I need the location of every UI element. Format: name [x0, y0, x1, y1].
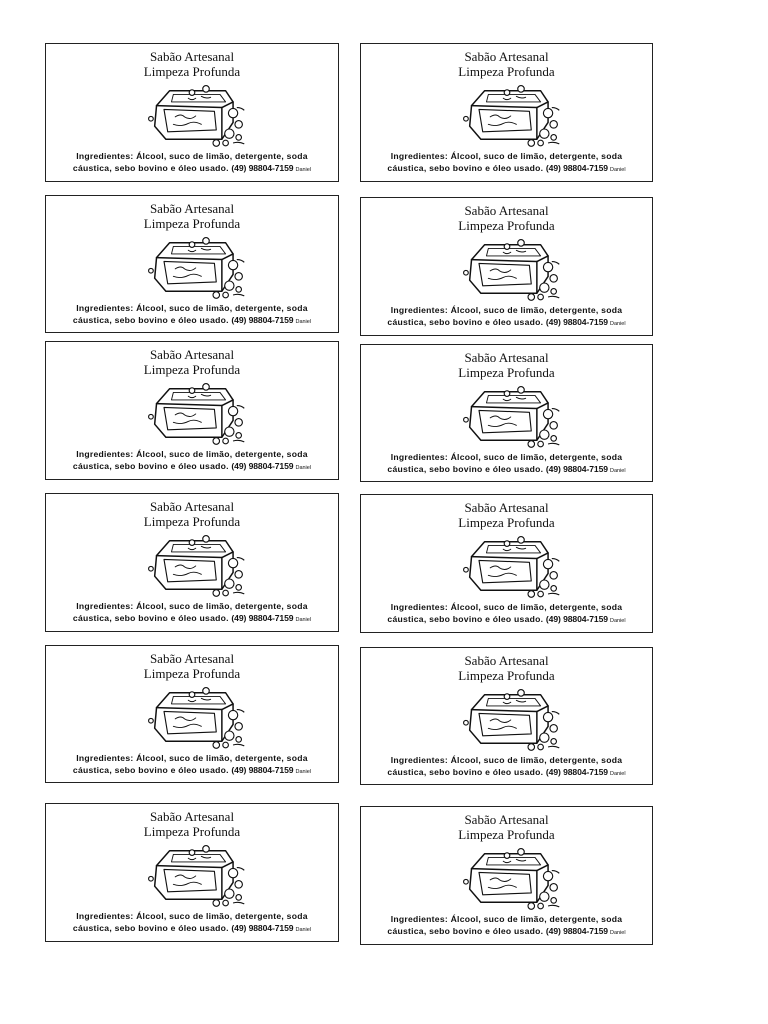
ingredients-line2: [361, 925, 652, 939]
label-title-line1: Sabão Artesanal: [464, 350, 549, 365]
soap-bar-icon: [136, 530, 248, 600]
ingredients-text: [361, 913, 652, 939]
soap-label: [360, 647, 653, 785]
ingredients-line2: [361, 463, 652, 477]
ingredients-text: [361, 451, 652, 477]
maker-signature: Daniel: [609, 321, 626, 327]
ingredients-text: [46, 910, 338, 936]
soap-label: [360, 494, 653, 633]
ingredients-text: [361, 150, 652, 176]
soap-bar-icon: [136, 80, 248, 150]
soap-bar-icon: [451, 381, 563, 451]
phone-number: (49) 98804-7159: [545, 464, 608, 474]
soap-label: [45, 43, 339, 182]
phone-number: (49) 98804-7159: [231, 315, 294, 325]
label-title-line1: Sabão Artesanal: [149, 809, 235, 824]
ingredients-text: [361, 601, 652, 627]
ingredients-line1: Ingredientes: Álcool, suco de limão, detergente, soda: [76, 449, 308, 459]
ingredients-text: [46, 448, 338, 474]
ingredients-line1: Ingredientes: Álcool, suco de limão, detergente, soda: [76, 753, 308, 763]
ingredients-text: [46, 150, 338, 176]
soap-bar-icon: [136, 232, 248, 302]
ingredients-line2-text: cáustica, sebo bovino e óleo usado.: [387, 464, 544, 474]
ingredients-line2: [361, 766, 652, 780]
maker-signature: Daniel: [295, 927, 312, 933]
label-title: [46, 651, 338, 681]
soap-label: [360, 43, 653, 182]
label-title: [46, 347, 338, 377]
soap-label: [45, 341, 339, 480]
soap-bar-icon: [451, 843, 563, 913]
phone-number: (49) 98804-7159: [231, 461, 294, 471]
maker-signature: Daniel: [295, 617, 312, 623]
ingredients-line1: Ingredientes: Álcool, suco de limão, detergente, soda: [390, 452, 623, 462]
label-title-line1: Sabão Artesanal: [149, 651, 235, 666]
label-title-line1: Sabão Artesanal: [149, 499, 235, 514]
label-title-line1: Sabão Artesanal: [464, 203, 549, 218]
ingredients-line2: [46, 764, 338, 778]
label-title-line2: Limpeza Profunda: [143, 216, 241, 231]
phone-number: (49) 98804-7159: [231, 765, 294, 775]
ingredients-line2-text: cáustica, sebo bovino e óleo usado.: [72, 923, 229, 933]
phone-number: (49) 98804-7159: [545, 614, 608, 624]
phone-number: (49) 98804-7159: [231, 613, 294, 623]
phone-number: (49) 98804-7159: [231, 923, 294, 933]
ingredients-line1: Ingredientes: Álcool, suco de limão, detergente, soda: [390, 755, 623, 765]
ingredients-text: [46, 600, 338, 626]
label-title-line2: Limpeza Profunda: [458, 365, 555, 380]
ingredients-line1: Ingredientes: Álcool, suco de limão, detergente, soda: [390, 305, 623, 315]
label-title-line2: Limpeza Profunda: [143, 824, 241, 839]
ingredients-line2: [46, 460, 338, 474]
ingredients-text: [46, 302, 338, 328]
label-title: [46, 201, 338, 231]
soap-label: [360, 197, 653, 336]
soap-label: [360, 344, 653, 482]
label-title-line2: Limpeza Profunda: [143, 362, 241, 377]
ingredients-line1: Ingredientes: Álcool, suco de limão, detergente, soda: [390, 914, 623, 924]
label-title-line2: Limpeza Profunda: [458, 64, 555, 79]
maker-signature: Daniel: [295, 319, 312, 325]
ingredients-line1: Ingredientes: Álcool, suco de limão, detergente, soda: [390, 151, 623, 161]
soap-bar-icon: [451, 234, 563, 304]
ingredients-line2-text: cáustica, sebo bovino e óleo usado.: [387, 163, 544, 173]
soap-bar-icon: [136, 840, 248, 910]
soap-bar-icon: [451, 80, 563, 150]
label-title-line2: Limpeza Profunda: [458, 218, 555, 233]
ingredients-line1: Ingredientes: Álcool, suco de limão, detergente, soda: [390, 602, 623, 612]
ingredients-line2: [361, 162, 652, 176]
label-title: [46, 809, 338, 839]
maker-signature: Daniel: [609, 468, 626, 474]
label-title-line2: Limpeza Profunda: [458, 827, 555, 842]
ingredients-line2-text: cáustica, sebo bovino e óleo usado.: [387, 614, 544, 624]
label-title-line1: Sabão Artesanal: [149, 347, 235, 362]
label-title: [361, 350, 652, 380]
ingredients-line2-text: cáustica, sebo bovino e óleo usado.: [72, 163, 229, 173]
label-title: [46, 49, 338, 79]
ingredients-text: [361, 754, 652, 780]
ingredients-line2-text: cáustica, sebo bovino e óleo usado.: [72, 613, 229, 623]
ingredients-line2: [46, 922, 338, 936]
label-title-line2: Limpeza Profunda: [143, 514, 241, 529]
ingredients-line2-text: cáustica, sebo bovino e óleo usado.: [72, 461, 229, 471]
ingredients-line1: Ingredientes: Álcool, suco de limão, detergente, soda: [76, 911, 308, 921]
ingredients-line2: [361, 316, 652, 330]
ingredients-line2: [46, 314, 338, 328]
maker-signature: Daniel: [295, 465, 312, 471]
label-title-line1: Sabão Artesanal: [464, 812, 549, 827]
label-title-line1: Sabão Artesanal: [464, 49, 549, 64]
ingredients-line1: Ingredientes: Álcool, suco de limão, detergente, soda: [76, 303, 308, 313]
label-title: [361, 812, 652, 842]
label-title-line2: Limpeza Profunda: [458, 668, 555, 683]
maker-signature: Daniel: [295, 167, 312, 173]
label-title: [361, 49, 652, 79]
soap-bar-icon: [136, 378, 248, 448]
label-title-line2: Limpeza Profunda: [143, 64, 241, 79]
soap-bar-icon: [451, 531, 563, 601]
phone-number: (49) 98804-7159: [545, 767, 608, 777]
maker-signature: Daniel: [609, 771, 626, 777]
ingredients-text: [361, 304, 652, 330]
ingredients-line2-text: cáustica, sebo bovino e óleo usado.: [72, 315, 229, 325]
maker-signature: Daniel: [609, 930, 626, 936]
label-title-line1: Sabão Artesanal: [464, 653, 549, 668]
maker-signature: Daniel: [609, 167, 626, 173]
soap-bar-icon: [136, 682, 248, 752]
soap-label: [45, 493, 339, 632]
phone-number: (49) 98804-7159: [545, 163, 608, 173]
label-title: [361, 203, 652, 233]
label-title-line1: Sabão Artesanal: [149, 49, 235, 64]
ingredients-line2-text: cáustica, sebo bovino e óleo usado.: [387, 317, 544, 327]
label-title-line1: Sabão Artesanal: [464, 500, 549, 515]
label-title: [46, 499, 338, 529]
ingredients-line2-text: cáustica, sebo bovino e óleo usado.: [387, 767, 544, 777]
phone-number: (49) 98804-7159: [545, 926, 608, 936]
phone-number: (49) 98804-7159: [231, 163, 294, 173]
ingredients-line1: Ingredientes: Álcool, suco de limão, detergente, soda: [76, 601, 308, 611]
label-title: [361, 500, 652, 530]
ingredients-line2: [46, 612, 338, 626]
soap-label: [45, 195, 339, 333]
ingredients-line2-text: cáustica, sebo bovino e óleo usado.: [72, 765, 229, 775]
soap-bar-icon: [451, 684, 563, 754]
label-title-line2: Limpeza Profunda: [458, 515, 555, 530]
ingredients-line2: [46, 162, 338, 176]
label-title-line1: Sabão Artesanal: [149, 201, 235, 216]
ingredients-line2: [361, 613, 652, 627]
ingredients-line1: Ingredientes: Álcool, suco de limão, detergente, soda: [76, 151, 308, 161]
label-title-line2: Limpeza Profunda: [143, 666, 241, 681]
maker-signature: Daniel: [609, 618, 626, 624]
label-title: [361, 653, 652, 683]
soap-label: [360, 806, 653, 945]
phone-number: (49) 98804-7159: [545, 317, 608, 327]
soap-label: [45, 803, 339, 942]
ingredients-text: [46, 752, 338, 778]
maker-signature: Daniel: [295, 769, 312, 775]
soap-label: [45, 645, 339, 783]
ingredients-line2-text: cáustica, sebo bovino e óleo usado.: [387, 926, 544, 936]
